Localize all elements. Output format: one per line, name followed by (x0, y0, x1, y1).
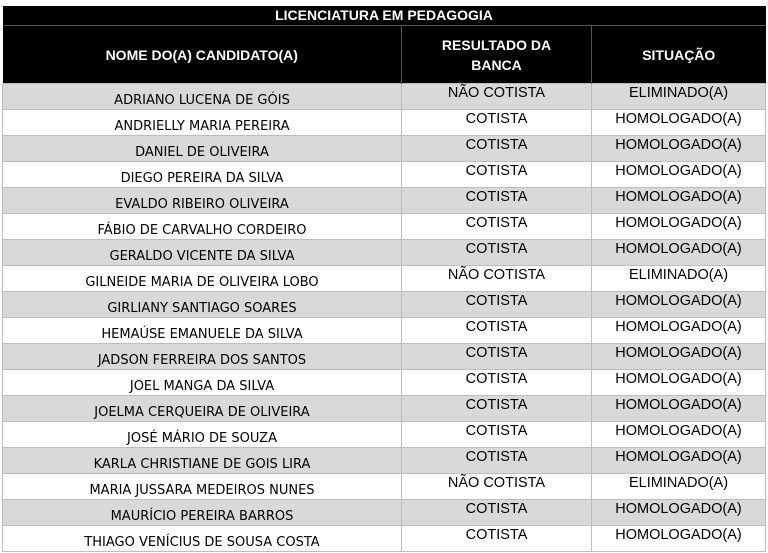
bank-result-cell: COTISTA (402, 526, 592, 552)
status-cell: HOMOLOGADO(A) (592, 526, 766, 552)
candidate-name-cell: GILNEIDE MARIA DE OLIVEIRA LOBO (3, 266, 402, 292)
bank-result-cell: COTISTA (402, 292, 592, 318)
table-row (3, 292, 766, 318)
bank-result-cell: COTISTA (402, 162, 592, 188)
status-cell: HOMOLOGADO(A) (592, 214, 766, 240)
candidate-name-cell: MARIA JUSSARA MEDEIROS NUNES (3, 474, 402, 500)
candidate-name-cell: GIRLIANY SANTIAGO SOARES (3, 292, 402, 318)
candidate-name-cell: JOELMA CERQUEIRA DE OLIVEIRA (3, 396, 402, 422)
bank-result-cell: COTISTA (402, 500, 592, 526)
bank-result-cell: COTISTA (402, 370, 592, 396)
candidate-name-cell: ANDRIELLY MARIA PEREIRA (3, 110, 402, 136)
bank-result-cell: COTISTA (402, 318, 592, 344)
bank-result-cell: COTISTA (402, 188, 592, 214)
candidate-name-cell: THIAGO VENÍCIUS DE SOUSA COSTA (3, 526, 402, 552)
result-column-header (402, 26, 592, 84)
status-cell: HOMOLOGADO(A) (592, 500, 766, 526)
bank-result-cell: COTISTA (402, 214, 592, 240)
table-row (3, 240, 766, 266)
bank-result-cell: COTISTA (402, 240, 592, 266)
bank-result-cell: NÃO COTISTA (402, 266, 592, 292)
result-header-line1: RESULTADO DA (441, 36, 552, 53)
status-cell: HOMOLOGADO(A) (592, 136, 766, 162)
candidate-name-cell: KARLA CHRISTIANE DE GOIS LIRA (3, 448, 402, 474)
table-body (3, 84, 766, 552)
bank-result-cell: COTISTA (402, 448, 592, 474)
bank-result-cell: COTISTA (402, 396, 592, 422)
status-cell: HOMOLOGADO(A) (592, 188, 766, 214)
bank-result-cell: COTISTA (402, 136, 592, 162)
status-column-header: SITUAÇÃO (592, 26, 766, 84)
table-row (3, 84, 766, 110)
status-cell: HOMOLOGADO(A) (592, 318, 766, 344)
course-title: LICENCIATURA EM PEDAGOGIA (3, 6, 766, 26)
candidate-name-cell: JOSÉ MÁRIO DE SOUZA (3, 422, 402, 448)
table-row (3, 136, 766, 162)
status-cell: HOMOLOGADO(A) (592, 110, 766, 136)
bank-result-cell: COTISTA (402, 110, 592, 136)
bank-result-cell: NÃO COTISTA (402, 84, 592, 110)
candidate-name-cell: DIEGO PEREIRA DA SILVA (3, 162, 402, 188)
table-row (3, 188, 766, 214)
table-title-row (3, 6, 766, 26)
status-cell: ELIMINADO(A) (592, 474, 766, 500)
table-row (3, 214, 766, 240)
candidate-name-cell: ADRIANO LUCENA DE GÓIS (3, 84, 402, 110)
bank-result-cell: NÃO COTISTA (402, 474, 592, 500)
candidate-name-cell: HEMAÚSE EMANUELE DA SILVA (3, 318, 402, 344)
name-column-header: NOME DO(A) CANDIDATO(A) (3, 26, 402, 84)
table-row (3, 162, 766, 188)
candidate-name-cell: DANIEL DE OLIVEIRA (3, 136, 402, 162)
table-row (3, 526, 766, 552)
table-row (3, 474, 766, 500)
candidate-results-document (2, 6, 765, 552)
table-row (3, 370, 766, 396)
status-cell: HOMOLOGADO(A) (592, 344, 766, 370)
status-cell: HOMOLOGADO(A) (592, 448, 766, 474)
bank-result-cell: COTISTA (402, 344, 592, 370)
status-cell: ELIMINADO(A) (592, 266, 766, 292)
bank-result-cell: COTISTA (402, 422, 592, 448)
status-cell: HOMOLOGADO(A) (592, 370, 766, 396)
candidate-name-cell: MAURÍCIO PEREIRA BARROS (3, 500, 402, 526)
status-cell: HOMOLOGADO(A) (592, 162, 766, 188)
table-row (3, 422, 766, 448)
status-cell: HOMOLOGADO(A) (592, 292, 766, 318)
table-row (3, 500, 766, 526)
table-header-row (3, 26, 766, 84)
candidate-name-cell: FÁBIO DE CARVALHO CORDEIRO (3, 214, 402, 240)
candidate-name-cell: EVALDO RIBEIRO OLIVEIRA (3, 188, 402, 214)
status-cell: HOMOLOGADO(A) (592, 240, 766, 266)
table-row (3, 448, 766, 474)
status-cell: ELIMINADO(A) (592, 84, 766, 110)
table-row (3, 396, 766, 422)
table-row (3, 110, 766, 136)
result-header-line2: BANCA (471, 56, 522, 73)
results-table (2, 6, 766, 552)
candidate-name-cell: JOEL MANGA DA SILVA (3, 370, 402, 396)
status-cell: HOMOLOGADO(A) (592, 422, 766, 448)
candidate-name-cell: GERALDO VICENTE DA SILVA (3, 240, 402, 266)
table-row (3, 318, 766, 344)
candidate-name-cell: JADSON FERREIRA DOS SANTOS (3, 344, 402, 370)
table-row (3, 344, 766, 370)
table-row (3, 266, 766, 292)
status-cell: HOMOLOGADO(A) (592, 396, 766, 422)
